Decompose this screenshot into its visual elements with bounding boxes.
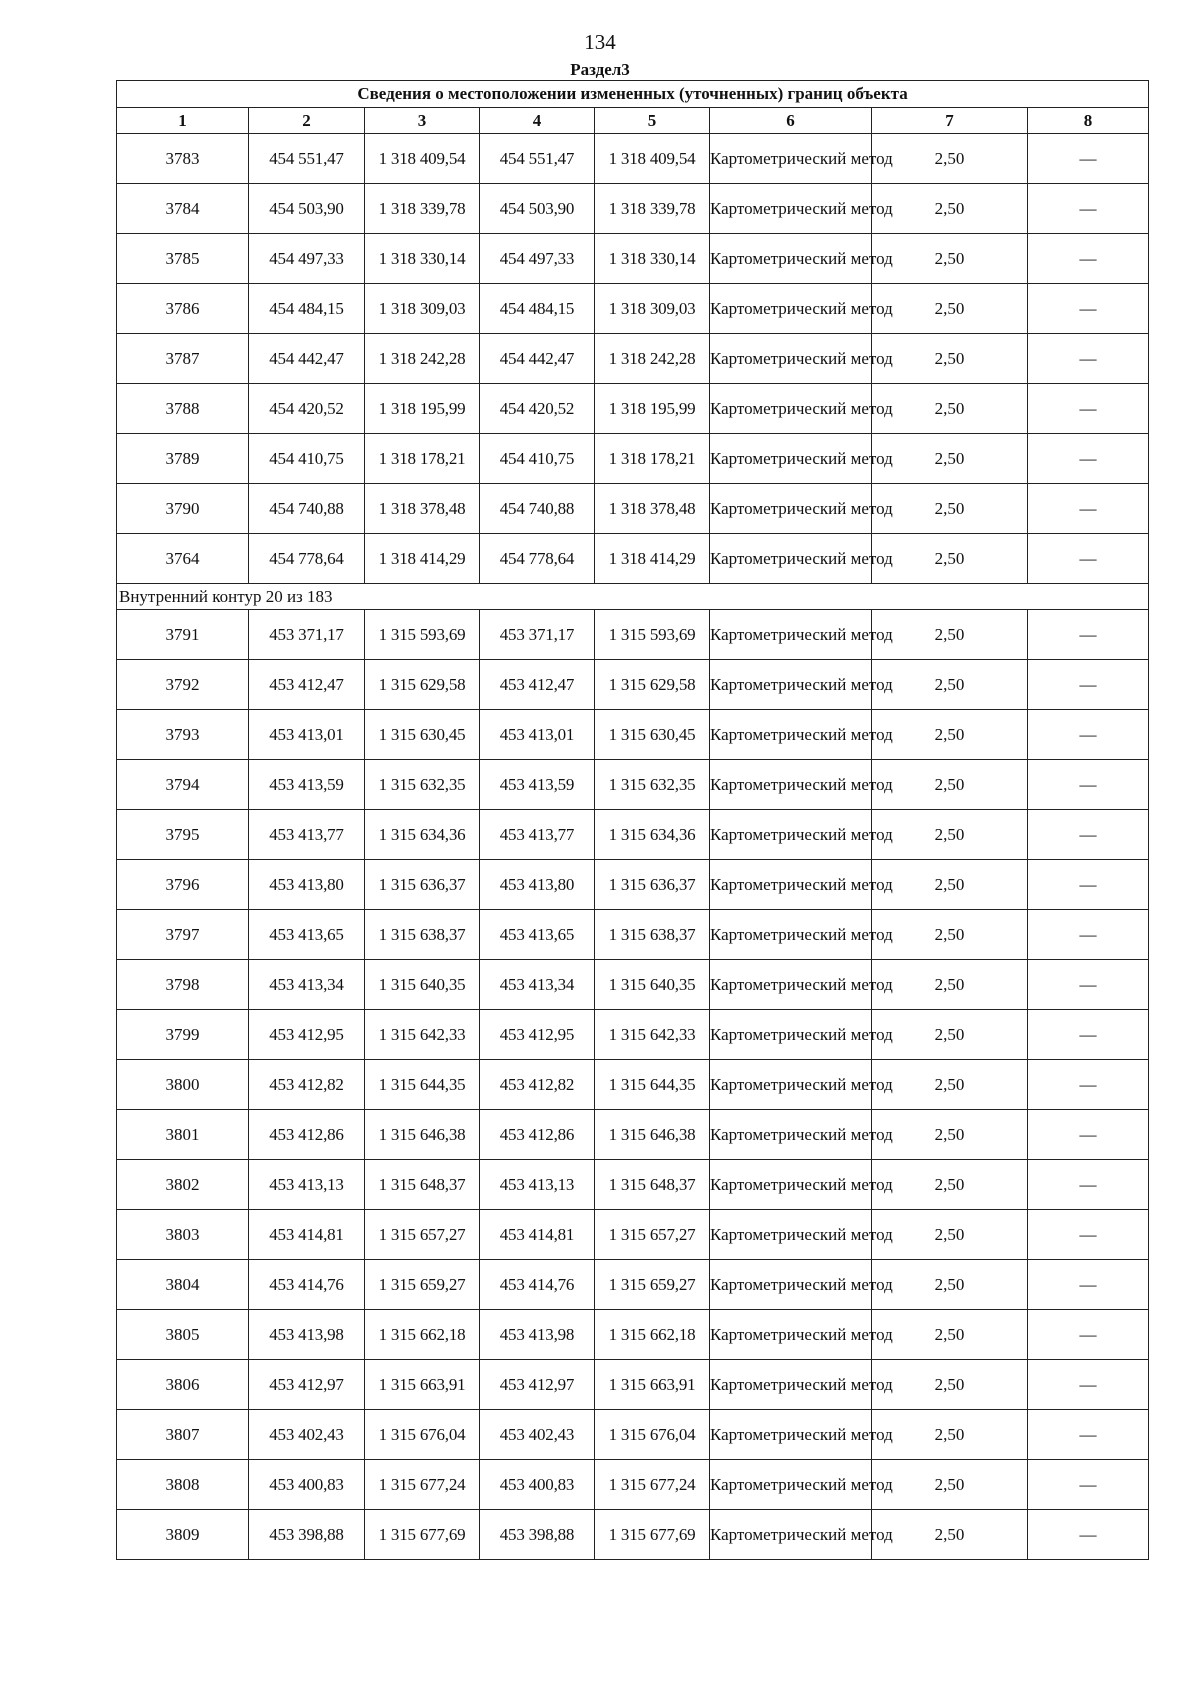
y-new-cell: 1 315 662,18: [595, 1310, 710, 1360]
x-new-cell: 454 420,52: [480, 384, 595, 434]
x-old-cell: 453 412,95: [249, 1010, 365, 1060]
accuracy-cell: 2,50: [872, 234, 1028, 284]
description-cell: —: [1028, 960, 1149, 1010]
accuracy-cell: 2,50: [872, 384, 1028, 434]
table-row: [117, 1310, 1149, 1360]
x-new-cell: 453 412,47: [480, 660, 595, 710]
method-cell: Картометрический метод: [710, 384, 872, 434]
y-old-cell: 1 318 309,03: [365, 284, 480, 334]
y-old-cell: 1 315 663,91: [365, 1360, 480, 1410]
y-new-cell: 1 315 632,35: [595, 760, 710, 810]
y-new-cell: 1 318 178,21: [595, 434, 710, 484]
description-cell: —: [1028, 184, 1149, 234]
section-title: Раздел3: [570, 60, 630, 79]
x-old-cell: 453 413,65: [249, 910, 365, 960]
accuracy-cell: 2,50: [872, 534, 1028, 584]
x-new-cell: 454 497,33: [480, 234, 595, 284]
method-cell: Картометрический метод: [710, 184, 872, 234]
description-cell: —: [1028, 1410, 1149, 1460]
accuracy-cell: 2,50: [872, 1410, 1028, 1460]
description-cell: —: [1028, 1110, 1149, 1160]
point-number-cell: 3801: [117, 1110, 249, 1160]
method-cell: Картометрический метод: [710, 234, 872, 284]
x-old-cell: 453 414,81: [249, 1210, 365, 1260]
x-old-cell: 453 413,34: [249, 960, 365, 1010]
point-number-cell: 3795: [117, 810, 249, 860]
column-header-5: 5: [595, 108, 710, 134]
method-cell: Картометрический метод: [710, 1260, 872, 1310]
y-new-cell: 1 315 634,36: [595, 810, 710, 860]
x-new-cell: 454 778,64: [480, 534, 595, 584]
description-cell: —: [1028, 610, 1149, 660]
accuracy-cell: 2,50: [872, 860, 1028, 910]
accuracy-cell: 2,50: [872, 610, 1028, 660]
x-old-cell: 453 400,83: [249, 1460, 365, 1510]
point-number-cell: 3803: [117, 1210, 249, 1260]
column-header-6: 6: [710, 108, 872, 134]
table-row: [117, 184, 1149, 234]
point-number-cell: 3788: [117, 384, 249, 434]
y-old-cell: 1 315 636,37: [365, 860, 480, 910]
table-row: [117, 760, 1149, 810]
page-number: 134: [584, 30, 616, 54]
y-new-cell: 1 315 646,38: [595, 1110, 710, 1160]
point-number-cell: 3786: [117, 284, 249, 334]
y-old-cell: 1 315 676,04: [365, 1410, 480, 1460]
method-cell: Картометрический метод: [710, 484, 872, 534]
table-row: [117, 710, 1149, 760]
y-old-cell: 1 315 662,18: [365, 1310, 480, 1360]
method-cell: Картометрический метод: [710, 960, 872, 1010]
description-cell: —: [1028, 710, 1149, 760]
y-new-cell: 1 318 309,03: [595, 284, 710, 334]
x-old-cell: 454 497,33: [249, 234, 365, 284]
boundary-table: [116, 80, 1149, 1560]
description-cell: —: [1028, 810, 1149, 860]
x-new-cell: 453 413,77: [480, 810, 595, 860]
x-new-cell: 453 413,65: [480, 910, 595, 960]
x-new-cell: 453 400,83: [480, 1460, 595, 1510]
point-number-cell: 3802: [117, 1160, 249, 1210]
accuracy-cell: 2,50: [872, 1360, 1028, 1410]
x-old-cell: 453 412,47: [249, 660, 365, 710]
table-row: [117, 134, 1149, 184]
accuracy-cell: 2,50: [872, 1460, 1028, 1510]
accuracy-cell: 2,50: [872, 1260, 1028, 1310]
y-old-cell: 1 315 677,24: [365, 1460, 480, 1510]
table-row: [117, 534, 1149, 584]
description-cell: —: [1028, 1060, 1149, 1110]
x-new-cell: 453 412,86: [480, 1110, 595, 1160]
contour-label-row: [117, 584, 1149, 610]
method-cell: Картометрический метод: [710, 760, 872, 810]
table-row: [117, 1460, 1149, 1510]
y-new-cell: 1 318 414,29: [595, 534, 710, 584]
accuracy-cell: 2,50: [872, 134, 1028, 184]
description-cell: —: [1028, 1310, 1149, 1360]
y-new-cell: 1 315 644,35: [595, 1060, 710, 1110]
y-old-cell: 1 315 648,37: [365, 1160, 480, 1210]
x-old-cell: 453 412,86: [249, 1110, 365, 1160]
y-new-cell: 1 315 640,35: [595, 960, 710, 1010]
x-new-cell: 454 740,88: [480, 484, 595, 534]
y-new-cell: 1 315 638,37: [595, 910, 710, 960]
method-cell: Картометрический метод: [710, 1210, 872, 1260]
y-old-cell: 1 315 634,36: [365, 810, 480, 860]
y-new-cell: 1 315 657,27: [595, 1210, 710, 1260]
description-cell: —: [1028, 1460, 1149, 1510]
description-cell: —: [1028, 334, 1149, 384]
description-cell: —: [1028, 384, 1149, 434]
method-cell: Картометрический метод: [710, 1110, 872, 1160]
accuracy-cell: 2,50: [872, 810, 1028, 860]
y-new-cell: 1 315 636,37: [595, 860, 710, 910]
y-old-cell: 1 318 178,21: [365, 434, 480, 484]
x-old-cell: 453 398,88: [249, 1510, 365, 1560]
x-old-cell: 454 740,88: [249, 484, 365, 534]
y-old-cell: 1 315 642,33: [365, 1010, 480, 1060]
y-new-cell: 1 315 630,45: [595, 710, 710, 760]
y-new-cell: 1 318 242,28: [595, 334, 710, 384]
x-old-cell: 454 410,75: [249, 434, 365, 484]
y-old-cell: 1 315 632,35: [365, 760, 480, 810]
x-old-cell: 453 371,17: [249, 610, 365, 660]
table-row: [117, 1410, 1149, 1460]
table-body: [117, 134, 1149, 1560]
accuracy-cell: 2,50: [872, 334, 1028, 384]
y-new-cell: 1 315 676,04: [595, 1410, 710, 1460]
x-old-cell: 454 484,15: [249, 284, 365, 334]
x-old-cell: 454 442,47: [249, 334, 365, 384]
table-row: [117, 284, 1149, 334]
accuracy-cell: 2,50: [872, 1160, 1028, 1210]
point-number-cell: 3789: [117, 434, 249, 484]
x-new-cell: 453 413,34: [480, 960, 595, 1010]
y-old-cell: 1 315 629,58: [365, 660, 480, 710]
x-new-cell: 453 413,98: [480, 1310, 595, 1360]
description-cell: —: [1028, 1510, 1149, 1560]
description-cell: —: [1028, 484, 1149, 534]
y-new-cell: 1 315 593,69: [595, 610, 710, 660]
y-old-cell: 1 315 659,27: [365, 1260, 480, 1310]
x-new-cell: 453 413,13: [480, 1160, 595, 1210]
y-old-cell: 1 318 378,48: [365, 484, 480, 534]
description-cell: —: [1028, 1010, 1149, 1060]
x-old-cell: 454 420,52: [249, 384, 365, 434]
point-number-cell: 3799: [117, 1010, 249, 1060]
column-header-row: [117, 108, 1149, 134]
accuracy-cell: 2,50: [872, 1110, 1028, 1160]
y-new-cell: 1 318 330,14: [595, 234, 710, 284]
x-new-cell: 453 414,76: [480, 1260, 595, 1310]
accuracy-cell: 2,50: [872, 184, 1028, 234]
point-number-cell: 3783: [117, 134, 249, 184]
x-old-cell: 454 551,47: [249, 134, 365, 184]
x-new-cell: 453 413,59: [480, 760, 595, 810]
point-number-cell: 3791: [117, 610, 249, 660]
x-new-cell: 453 412,97: [480, 1360, 595, 1410]
description-cell: —: [1028, 434, 1149, 484]
x-old-cell: 453 413,01: [249, 710, 365, 760]
column-header-8: 8: [1028, 108, 1149, 134]
method-cell: Картометрический метод: [710, 334, 872, 384]
x-old-cell: 454 778,64: [249, 534, 365, 584]
description-cell: —: [1028, 284, 1149, 334]
x-old-cell: 453 413,77: [249, 810, 365, 860]
description-cell: —: [1028, 234, 1149, 284]
table-row: [117, 660, 1149, 710]
point-number-cell: 3805: [117, 1310, 249, 1360]
point-number-cell: 3797: [117, 910, 249, 960]
x-old-cell: 453 414,76: [249, 1260, 365, 1310]
x-old-cell: 453 412,97: [249, 1360, 365, 1410]
x-new-cell: 453 412,95: [480, 1010, 595, 1060]
method-cell: Картометрический метод: [710, 910, 872, 960]
y-new-cell: 1 318 195,99: [595, 384, 710, 434]
x-new-cell: 454 442,47: [480, 334, 595, 384]
accuracy-cell: 2,50: [872, 660, 1028, 710]
method-cell: Картометрический метод: [710, 1010, 872, 1060]
method-cell: Картометрический метод: [710, 610, 872, 660]
accuracy-cell: 2,50: [872, 1510, 1028, 1560]
table-row: [117, 1110, 1149, 1160]
point-number-cell: 3808: [117, 1460, 249, 1510]
x-new-cell: 454 410,75: [480, 434, 595, 484]
point-number-cell: 3804: [117, 1260, 249, 1310]
accuracy-cell: 2,50: [872, 710, 1028, 760]
table-row: [117, 1210, 1149, 1260]
point-number-cell: 3800: [117, 1060, 249, 1110]
x-new-cell: 453 402,43: [480, 1410, 595, 1460]
point-number-cell: 3787: [117, 334, 249, 384]
x-new-cell: 454 484,15: [480, 284, 595, 334]
point-number-cell: 3764: [117, 534, 249, 584]
y-old-cell: 1 315 677,69: [365, 1510, 480, 1560]
x-new-cell: 454 503,90: [480, 184, 595, 234]
y-old-cell: 1 315 657,27: [365, 1210, 480, 1260]
description-cell: —: [1028, 534, 1149, 584]
table-title: Сведения о местоположении измененных (уточненных) границ объекта: [117, 81, 1149, 108]
x-old-cell: 453 413,59: [249, 760, 365, 810]
description-cell: —: [1028, 1160, 1149, 1210]
method-cell: Картометрический метод: [710, 1460, 872, 1510]
table-row: [117, 484, 1149, 534]
method-cell: Картометрический метод: [710, 1060, 872, 1110]
method-cell: Картометрический метод: [710, 284, 872, 334]
x-new-cell: 453 414,81: [480, 1210, 595, 1260]
y-new-cell: 1 318 409,54: [595, 134, 710, 184]
description-cell: —: [1028, 760, 1149, 810]
description-cell: —: [1028, 660, 1149, 710]
point-number-cell: 3798: [117, 960, 249, 1010]
column-header-7: 7: [872, 108, 1028, 134]
table-row: [117, 384, 1149, 434]
accuracy-cell: 2,50: [872, 434, 1028, 484]
table-row: [117, 1010, 1149, 1060]
table-row: [117, 334, 1149, 384]
table-row: [117, 910, 1149, 960]
method-cell: Картометрический метод: [710, 1310, 872, 1360]
description-cell: —: [1028, 1260, 1149, 1310]
table-row: [117, 1060, 1149, 1110]
table-row: [117, 810, 1149, 860]
y-old-cell: 1 318 330,14: [365, 234, 480, 284]
table-row: [117, 960, 1149, 1010]
y-old-cell: 1 315 644,35: [365, 1060, 480, 1110]
table-row: [117, 434, 1149, 484]
method-cell: Картометрический метод: [710, 1510, 872, 1560]
point-number-cell: 3806: [117, 1360, 249, 1410]
y-new-cell: 1 315 642,33: [595, 1010, 710, 1060]
accuracy-cell: 2,50: [872, 484, 1028, 534]
x-new-cell: 453 412,82: [480, 1060, 595, 1110]
y-old-cell: 1 318 409,54: [365, 134, 480, 184]
method-cell: Картометрический метод: [710, 660, 872, 710]
method-cell: Картометрический метод: [710, 534, 872, 584]
x-old-cell: 453 413,98: [249, 1310, 365, 1360]
accuracy-cell: 2,50: [872, 1310, 1028, 1360]
table-row: [117, 860, 1149, 910]
method-cell: Картометрический метод: [710, 810, 872, 860]
accuracy-cell: 2,50: [872, 1060, 1028, 1110]
accuracy-cell: 2,50: [872, 960, 1028, 1010]
point-number-cell: 3807: [117, 1410, 249, 1460]
y-new-cell: 1 315 648,37: [595, 1160, 710, 1210]
x-new-cell: 453 413,01: [480, 710, 595, 760]
accuracy-cell: 2,50: [872, 1010, 1028, 1060]
point-number-cell: 3784: [117, 184, 249, 234]
x-old-cell: 453 413,80: [249, 860, 365, 910]
contour-label: Внутренний контур 20 из 183: [117, 584, 1149, 610]
column-header-2: 2: [249, 108, 365, 134]
description-cell: —: [1028, 134, 1149, 184]
description-cell: —: [1028, 1210, 1149, 1260]
point-number-cell: 3785: [117, 234, 249, 284]
accuracy-cell: 2,50: [872, 1210, 1028, 1260]
point-number-cell: 3809: [117, 1510, 249, 1560]
x-new-cell: 453 413,80: [480, 860, 595, 910]
x-new-cell: 453 398,88: [480, 1510, 595, 1560]
method-cell: Картометрический метод: [710, 434, 872, 484]
y-old-cell: 1 318 414,29: [365, 534, 480, 584]
method-cell: Картометрический метод: [710, 134, 872, 184]
y-old-cell: 1 315 638,37: [365, 910, 480, 960]
y-new-cell: 1 318 339,78: [595, 184, 710, 234]
table-row: [117, 234, 1149, 284]
y-new-cell: 1 315 659,27: [595, 1260, 710, 1310]
y-new-cell: 1 315 629,58: [595, 660, 710, 710]
y-old-cell: 1 315 630,45: [365, 710, 480, 760]
method-cell: Картометрический метод: [710, 710, 872, 760]
y-new-cell: 1 315 663,91: [595, 1360, 710, 1410]
x-old-cell: 453 402,43: [249, 1410, 365, 1460]
point-number-cell: 3796: [117, 860, 249, 910]
point-number-cell: 3794: [117, 760, 249, 810]
method-cell: Картометрический метод: [710, 1360, 872, 1410]
description-cell: —: [1028, 860, 1149, 910]
description-cell: —: [1028, 910, 1149, 960]
column-header-4: 4: [480, 108, 595, 134]
table-row: [117, 610, 1149, 660]
x-old-cell: 453 412,82: [249, 1060, 365, 1110]
accuracy-cell: 2,50: [872, 760, 1028, 810]
y-old-cell: 1 318 339,78: [365, 184, 480, 234]
y-new-cell: 1 315 677,24: [595, 1460, 710, 1510]
y-old-cell: 1 315 646,38: [365, 1110, 480, 1160]
y-old-cell: 1 318 195,99: [365, 384, 480, 434]
point-number-cell: 3793: [117, 710, 249, 760]
method-cell: Картометрический метод: [710, 1410, 872, 1460]
x-old-cell: 454 503,90: [249, 184, 365, 234]
point-number-cell: 3792: [117, 660, 249, 710]
y-old-cell: 1 315 593,69: [365, 610, 480, 660]
table-row: [117, 1160, 1149, 1210]
x-new-cell: 453 371,17: [480, 610, 595, 660]
column-header-3: 3: [365, 108, 480, 134]
table-row: [117, 1510, 1149, 1560]
column-header-1: 1: [117, 108, 249, 134]
y-old-cell: 1 315 640,35: [365, 960, 480, 1010]
accuracy-cell: 2,50: [872, 910, 1028, 960]
accuracy-cell: 2,50: [872, 284, 1028, 334]
method-cell: Картометрический метод: [710, 860, 872, 910]
point-number-cell: 3790: [117, 484, 249, 534]
table-row: [117, 1360, 1149, 1410]
x-new-cell: 454 551,47: [480, 134, 595, 184]
y-new-cell: 1 318 378,48: [595, 484, 710, 534]
y-new-cell: 1 315 677,69: [595, 1510, 710, 1560]
x-old-cell: 453 413,13: [249, 1160, 365, 1210]
description-cell: —: [1028, 1360, 1149, 1410]
method-cell: Картометрический метод: [710, 1160, 872, 1210]
y-old-cell: 1 318 242,28: [365, 334, 480, 384]
table-row: [117, 1260, 1149, 1310]
